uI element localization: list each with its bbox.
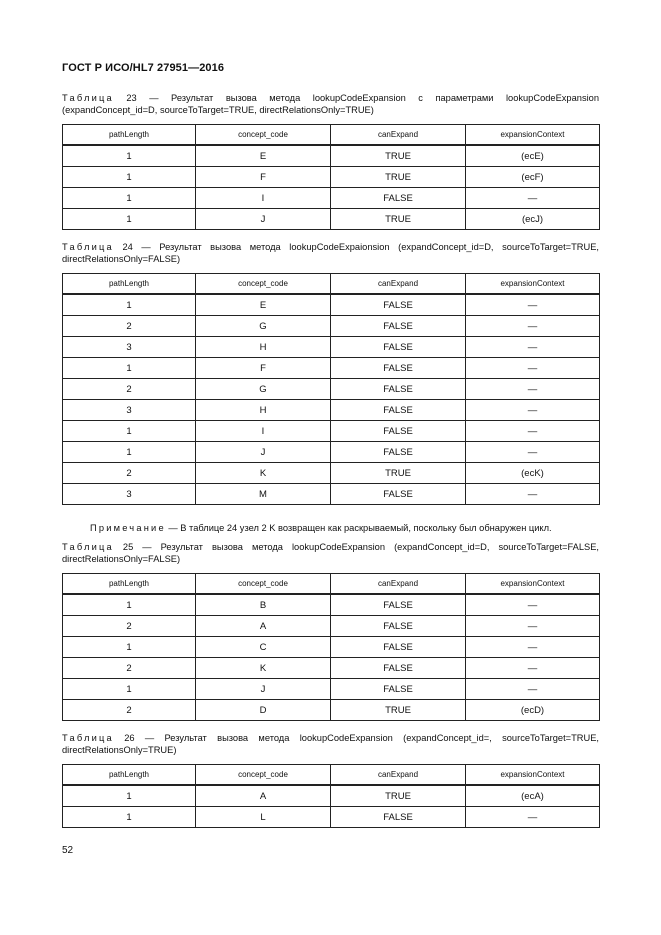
table-cell-concept-code: E — [196, 294, 331, 316]
table-cell-expansioncontext: (ecF) — [466, 167, 600, 188]
table-cell-pathlength: 1 — [63, 785, 196, 807]
table-cell-concept-code: C — [196, 637, 331, 658]
table-label: Таблица — [62, 733, 114, 743]
table-cell-concept-code: D — [196, 700, 331, 721]
table-cell-concept-code: E — [196, 145, 331, 167]
table-row — [63, 358, 600, 379]
table-cell-pathlength: 2 — [63, 463, 196, 484]
table-cell-concept-code: J — [196, 209, 331, 230]
table-cell-expansioncontext: — — [466, 807, 600, 828]
table-label: Таблица — [62, 242, 114, 252]
note-text: — В таблице 24 узел 2 K возвращен как раскрываемый, поскольку был обнаружен цикл. — [165, 523, 552, 533]
table-cell-canexpand: FALSE — [331, 442, 466, 463]
table-row — [63, 188, 600, 209]
column-header: expansionContext — [466, 125, 600, 146]
table-header-row — [63, 274, 600, 295]
table-cell-canexpand: FALSE — [331, 658, 466, 679]
table-cell-canexpand: FALSE — [331, 637, 466, 658]
table-cell-concept-code: H — [196, 337, 331, 358]
table-row — [63, 700, 600, 721]
table-row — [63, 316, 600, 337]
column-header: canExpand — [331, 765, 466, 786]
table-cell-canexpand: FALSE — [331, 188, 466, 209]
table-25-caption — [62, 541, 599, 565]
column-header: expansionContext — [466, 274, 600, 295]
column-header: concept_code — [196, 765, 331, 786]
note-label: Примечание — [90, 523, 166, 533]
table-cell-expansioncontext: (ecJ) — [466, 209, 600, 230]
table-row — [63, 145, 600, 167]
caption-text: 24 — Результат вызова метода lookupCodeExpaionsion (expandConcept_id=D, sourceToTarget=TRUE, directRelationsOnly=FALSE) — [62, 242, 599, 264]
table-cell-expansioncontext: — — [466, 421, 600, 442]
page-number: 52 — [62, 845, 74, 856]
column-header: pathLength — [63, 765, 196, 786]
column-header: expansionContext — [466, 765, 600, 786]
table-row — [63, 807, 600, 828]
table-cell-pathlength: 1 — [63, 358, 196, 379]
table-cell-canexpand: FALSE — [331, 421, 466, 442]
table-label: Таблица — [62, 542, 114, 552]
table-cell-pathlength: 1 — [63, 188, 196, 209]
table-cell-concept-code: G — [196, 316, 331, 337]
table-row — [63, 337, 600, 358]
table-cell-pathlength: 2 — [63, 316, 196, 337]
table-cell-canexpand: TRUE — [331, 700, 466, 721]
table-24-caption — [62, 241, 599, 265]
table-row — [63, 616, 600, 637]
table-cell-concept-code: M — [196, 484, 331, 505]
table-cell-expansioncontext: (ecD) — [466, 700, 600, 721]
table-cell-concept-code: A — [196, 785, 331, 807]
caption-text: 23 — Результат вызова метода lookupCodeExpansion с параметрами lookupCodeExpansion (expandConcept_id=D, sourceToTarget=TRUE, directRelationsOnly=TRUE) — [62, 93, 599, 115]
column-header: pathLength — [63, 274, 196, 295]
column-header: pathLength — [63, 574, 196, 595]
table-cell-expansioncontext: (ecE) — [466, 145, 600, 167]
table-cell-pathlength: 1 — [63, 421, 196, 442]
table-cell-concept-code: B — [196, 594, 331, 616]
document-header: ГОСТ Р ИСО/HL7 27951—2016 — [62, 62, 225, 74]
table-cell-expansioncontext: — — [466, 188, 600, 209]
column-header: canExpand — [331, 274, 466, 295]
table-row — [63, 679, 600, 700]
table-cell-expansioncontext: — — [466, 616, 600, 637]
table-cell-concept-code: J — [196, 442, 331, 463]
table-cell-canexpand: FALSE — [331, 337, 466, 358]
table-header-row — [63, 125, 600, 146]
table-cell-expansioncontext: — — [466, 594, 600, 616]
table-cell-canexpand: FALSE — [331, 807, 466, 828]
table-cell-pathlength: 1 — [63, 679, 196, 700]
table-cell-pathlength: 2 — [63, 379, 196, 400]
table-row — [63, 400, 600, 421]
table-cell-pathlength: 3 — [63, 337, 196, 358]
table-row — [63, 484, 600, 505]
table-cell-canexpand: FALSE — [331, 294, 466, 316]
table-cell-expansioncontext: — — [466, 484, 600, 505]
column-header: concept_code — [196, 125, 331, 146]
table-cell-expansioncontext: (ecK) — [466, 463, 600, 484]
table-cell-pathlength: 3 — [63, 484, 196, 505]
table-cell-expansioncontext: — — [466, 316, 600, 337]
table-cell-concept-code: F — [196, 358, 331, 379]
table-cell-canexpand: TRUE — [331, 209, 466, 230]
caption-text: 25 — Результат вызова метода lookupCodeExpansion (expandConcept_id=D, sourceToTarget=FALSE, directRelationsOnly=FALSE) — [62, 542, 599, 564]
table-header-row — [63, 765, 600, 786]
table-cell-canexpand: TRUE — [331, 167, 466, 188]
table-cell-canexpand: TRUE — [331, 463, 466, 484]
table-cell-expansioncontext: — — [466, 358, 600, 379]
table-row — [63, 785, 600, 807]
table-cell-canexpand: FALSE — [331, 679, 466, 700]
table-cell-pathlength: 1 — [63, 145, 196, 167]
table-cell-pathlength: 1 — [63, 442, 196, 463]
table-cell-concept-code: A — [196, 616, 331, 637]
table-row — [63, 637, 600, 658]
table-row — [63, 442, 600, 463]
column-header: pathLength — [63, 125, 196, 146]
table-26 — [62, 764, 600, 828]
table-cell-canexpand: FALSE — [331, 379, 466, 400]
table-row — [63, 209, 600, 230]
table-cell-pathlength: 2 — [63, 700, 196, 721]
table-23 — [62, 124, 600, 230]
table-row — [63, 379, 600, 400]
table-cell-concept-code: G — [196, 379, 331, 400]
table-cell-concept-code: J — [196, 679, 331, 700]
column-header: canExpand — [331, 125, 466, 146]
table-cell-canexpand: FALSE — [331, 316, 466, 337]
table-cell-canexpand: FALSE — [331, 484, 466, 505]
table-row — [63, 421, 600, 442]
table-cell-concept-code: L — [196, 807, 331, 828]
caption-text: 26 — Результат вызова метода lookupCodeExpansion (expandConcept_id=, sourceToTarget=TRUE, directRelationsOnly=TRUE) — [62, 733, 599, 755]
table-cell-pathlength: 1 — [63, 209, 196, 230]
table-25 — [62, 573, 600, 721]
table-23-caption — [62, 92, 599, 116]
table-cell-pathlength: 1 — [63, 167, 196, 188]
table-row — [63, 658, 600, 679]
table-cell-canexpand: FALSE — [331, 594, 466, 616]
table-cell-concept-code: K — [196, 463, 331, 484]
table-cell-pathlength: 2 — [63, 658, 196, 679]
table-header-row — [63, 574, 600, 595]
table-label: Таблица — [62, 93, 114, 103]
table-cell-canexpand: FALSE — [331, 616, 466, 637]
table-cell-pathlength: 3 — [63, 400, 196, 421]
table-cell-canexpand: FALSE — [331, 400, 466, 421]
table-cell-expansioncontext: — — [466, 400, 600, 421]
table-cell-concept-code: F — [196, 167, 331, 188]
table-cell-canexpand: TRUE — [331, 145, 466, 167]
table-cell-concept-code: I — [196, 421, 331, 442]
table-24 — [62, 273, 600, 505]
table-cell-pathlength: 2 — [63, 616, 196, 637]
table-cell-pathlength: 1 — [63, 594, 196, 616]
column-header: concept_code — [196, 274, 331, 295]
column-header: canExpand — [331, 574, 466, 595]
table-row — [63, 167, 600, 188]
table-cell-expansioncontext: — — [466, 679, 600, 700]
table-cell-expansioncontext: — — [466, 337, 600, 358]
table-cell-concept-code: I — [196, 188, 331, 209]
table-26-caption — [62, 732, 599, 756]
table-cell-canexpand: TRUE — [331, 785, 466, 807]
table-cell-expansioncontext: — — [466, 658, 600, 679]
table-row — [63, 463, 600, 484]
table-cell-expansioncontext: — — [466, 294, 600, 316]
column-header: concept_code — [196, 574, 331, 595]
column-header: expansionContext — [466, 574, 600, 595]
table-cell-expansioncontext: — — [466, 637, 600, 658]
table-cell-pathlength: 1 — [63, 637, 196, 658]
table-cell-pathlength: 1 — [63, 807, 196, 828]
table-cell-expansioncontext: — — [466, 442, 600, 463]
table-cell-expansioncontext: — — [466, 379, 600, 400]
table-cell-concept-code: K — [196, 658, 331, 679]
table-cell-canexpand: FALSE — [331, 358, 466, 379]
table-cell-expansioncontext: (ecA) — [466, 785, 600, 807]
table-cell-concept-code: H — [196, 400, 331, 421]
table-note — [90, 522, 599, 534]
table-cell-pathlength: 1 — [63, 294, 196, 316]
table-row — [63, 294, 600, 316]
table-row — [63, 594, 600, 616]
